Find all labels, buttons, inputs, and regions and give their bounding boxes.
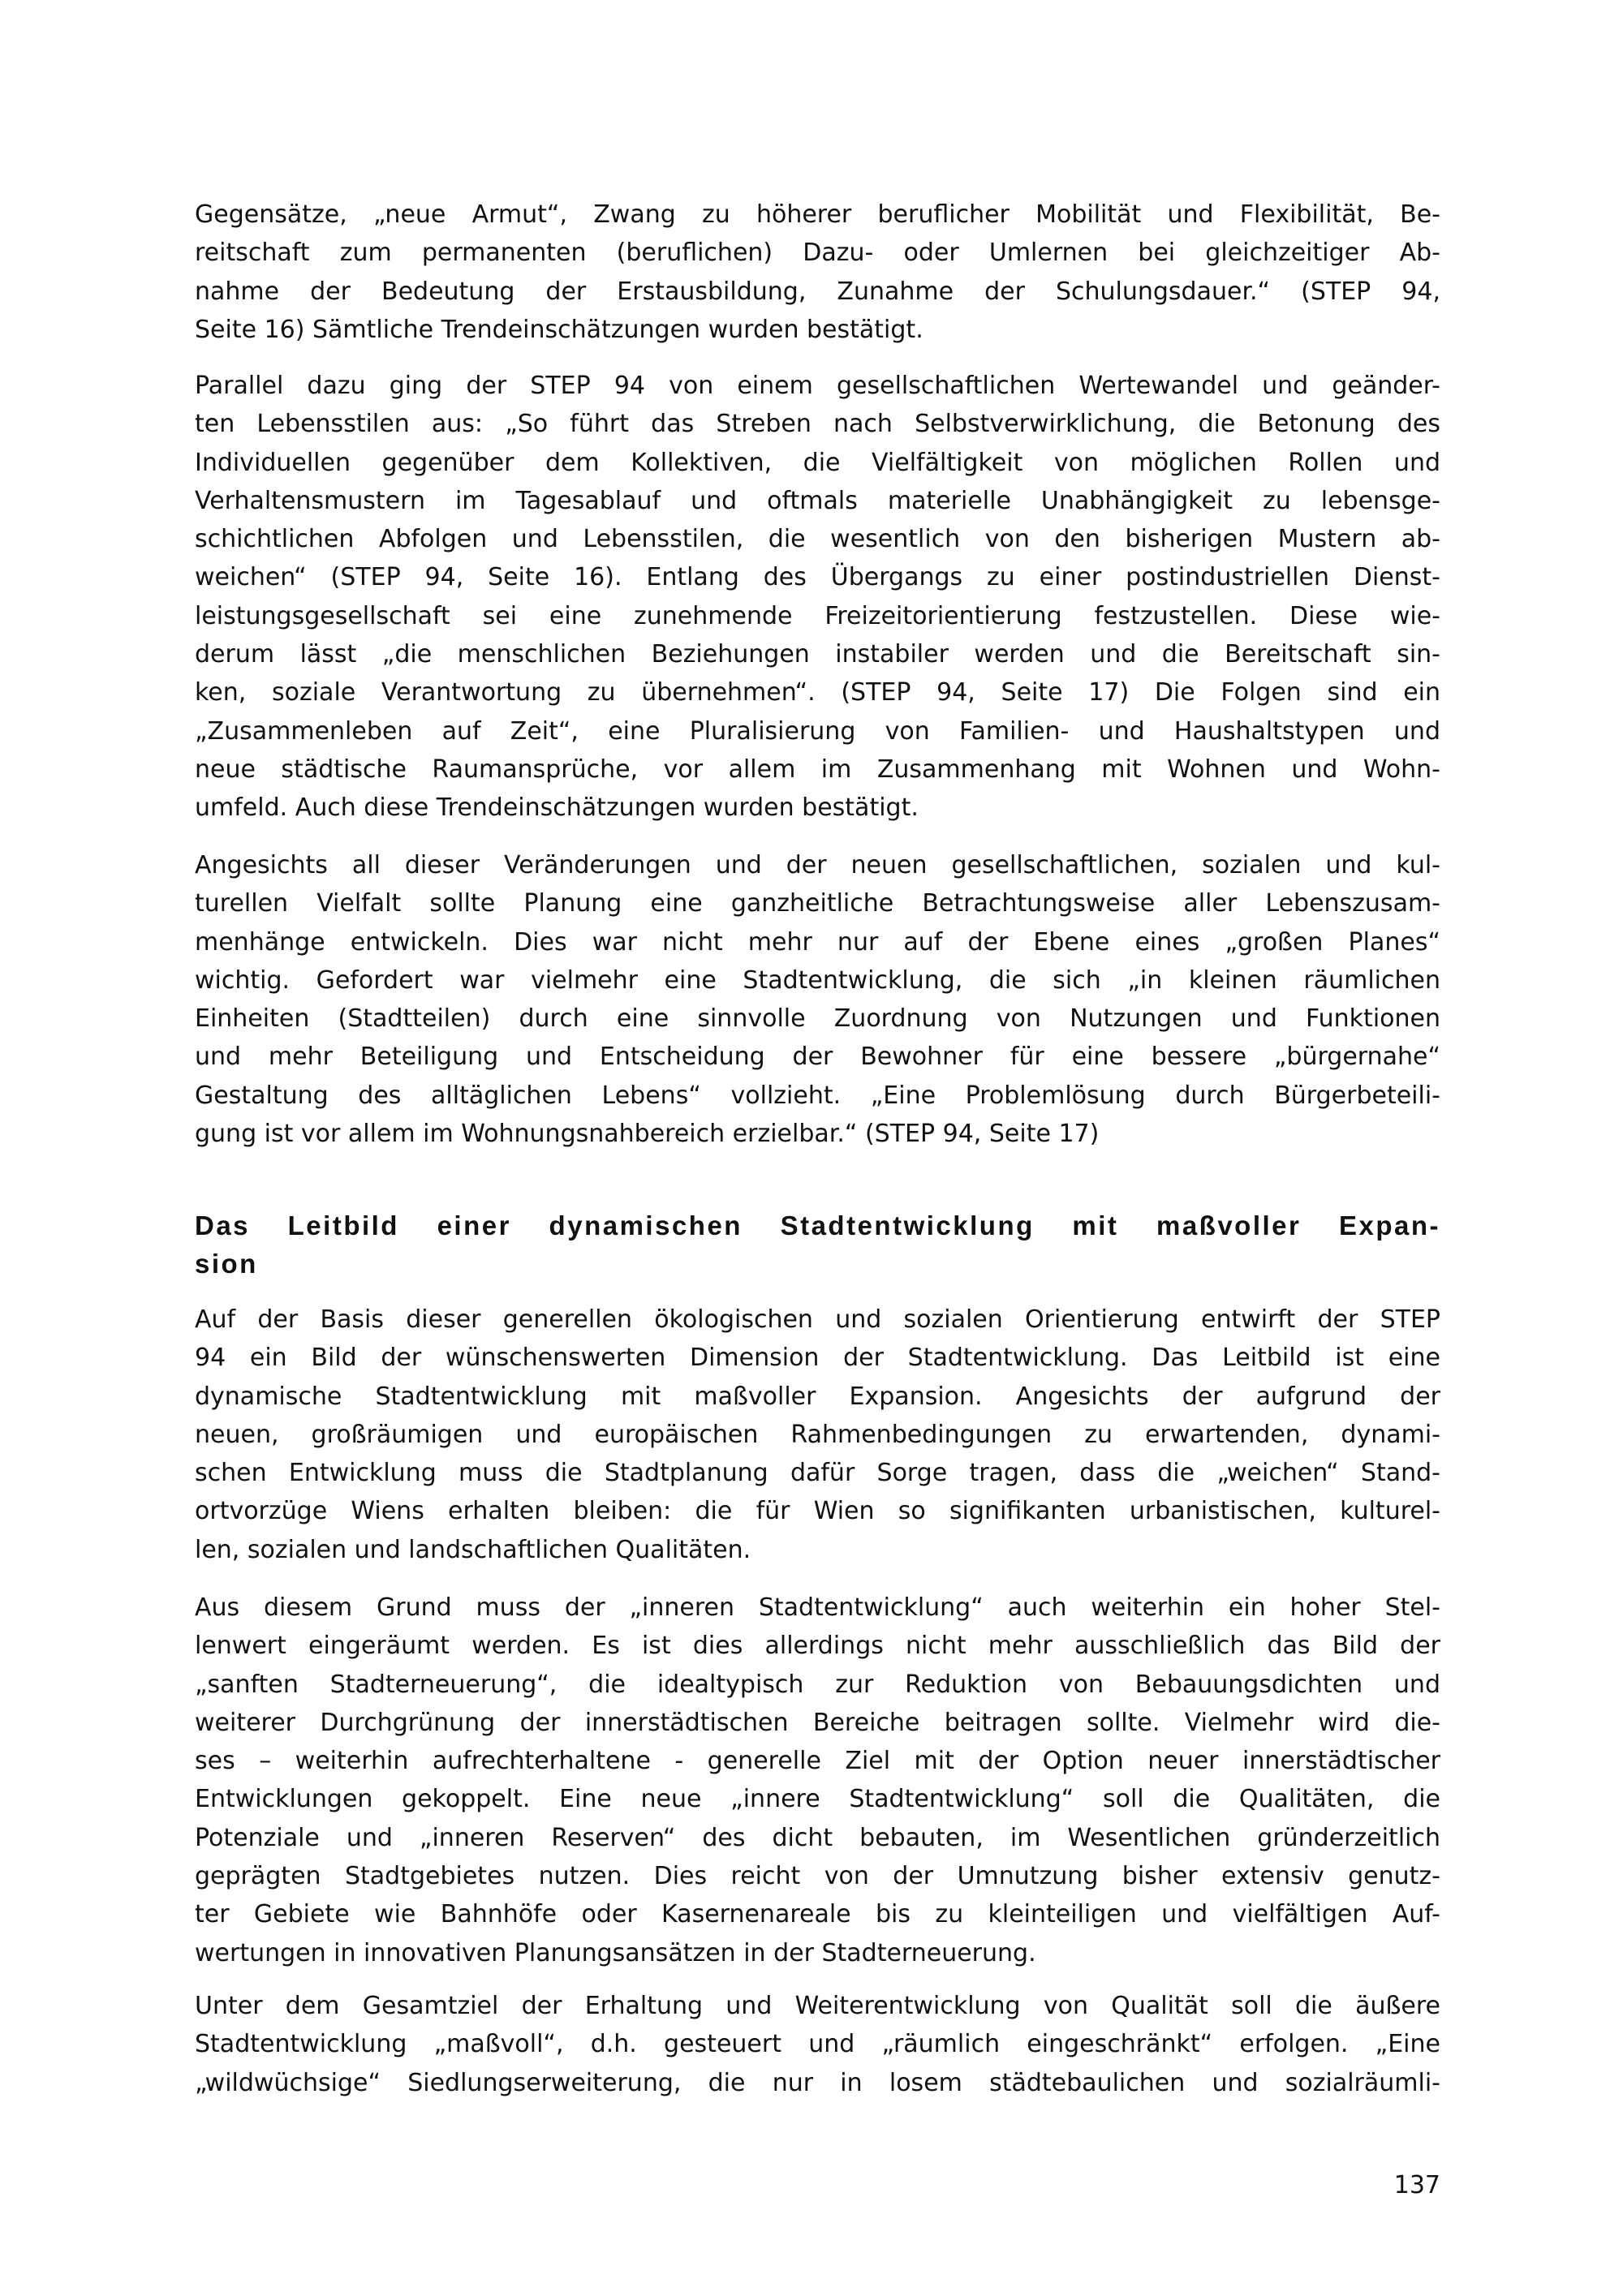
text-line: ortvorzüge Wiens erhalten bleiben: die für Wien so signifikanten urbanistischen, kulturel- [195, 1497, 1440, 1526]
text-line: Verhaltensmustern im Tagesablauf und oftmals materielle Unabhängigkeit zu lebensge- [195, 486, 1440, 515]
text-line: Potenziale und „inneren Reserven“ des dicht bebauten, im Wesentlichen gründerzeitlich [195, 1823, 1440, 1852]
text-line: wertungen in innovativen Planungsansätzen in der Stadterneuerung. [195, 1938, 1036, 1967]
text-line: weiterer Durchgrünung der innerstädtischen Bereiche beitragen sollte. Vielmehr wird die- [195, 1708, 1440, 1737]
text-line: neuen, großräumigen und europäischen Rahmenbedingungen zu erwartenden, dynami- [195, 1420, 1440, 1449]
section-heading [195, 1206, 1440, 1283]
text-line: „Zusammenleben auf Zeit“, eine Pluralisierung von Familien- und Haushaltstypen und [195, 716, 1440, 746]
text-line: geprägten Stadtgebietes nutzen. Dies reicht von der Umnutzung bisher extensiv genutz- [195, 1862, 1440, 1891]
paragraph [195, 846, 1440, 1153]
text-line: gung ist vor allem im Wohnungsnahbereich erzielbar.“ (STEP 94, Seite 17) [195, 1120, 1100, 1149]
text-line: Entwicklungen gekoppelt. Eine neue „innere Stadtentwicklung“ soll die Qualitäten, die [195, 1785, 1440, 1814]
paragraph [195, 1589, 1440, 1972]
text-line: „sanften Stadterneuerung“, die idealtypisch zur Reduktion von Bebauungsdichten und [195, 1670, 1440, 1699]
text-line: schichtlichen Abfolgen und Lebensstilen, die wesentlich von den bisherigen Mustern ab- [195, 525, 1440, 554]
text-line: weichen“ (STEP 94, Seite 16). Entlang des Übergangs zu einer postindustriellen Dienst- [195, 563, 1440, 592]
text-line: Auf der Basis dieser generellen ökologischen und sozialen Orientierung entwirft der STEP [195, 1305, 1440, 1334]
paragraph [195, 1301, 1440, 1569]
text-line: Individuellen gegenüber dem Kollektiven, die Vielfältigkeit von möglichen Rollen und [195, 448, 1440, 477]
text-line: schen Entwicklung muss die Stadtplanung dafür Sorge tragen, dass die „weichen“ Stand- [195, 1459, 1440, 1488]
text-line: umfeld. Auch diese Trendeinschätzungen wurden bestätigt. [195, 793, 919, 823]
text-line: „wildwüchsige“ Siedlungserweiterung, die nur in losem städtebaulichen und sozialräumli- [195, 2068, 1440, 2097]
text-line: Stadtentwicklung „maßvoll“, d.h. gesteuert und „räumlich eingeschränkt“ erfolgen. „Eine [195, 2030, 1440, 2059]
text-line: turellen Vielfalt sollte Planung eine ganzheitliche Betrachtungsweise aller Lebenszusam- [195, 889, 1440, 918]
text-line: ten Lebensstilen aus: „So führt das Streben nach Selbstverwirklichung, die Betonung des [195, 410, 1440, 439]
text-line: Seite 16) Sämtliche Trendeinschätzungen wurden bestätigt. [195, 315, 923, 344]
text-line: und mehr Beteiligung und Entscheidung der Bewohner für eine bessere „bürgernahe“ [195, 1043, 1440, 1072]
paragraph [195, 1987, 1440, 2102]
text-line: 94 ein Bild der wünschenswerten Dimension der Stadtentwicklung. Das Leitbild ist eine [195, 1344, 1440, 1373]
text-line: leistungsgesellschaft sei eine zunehmende Freizeitorientierung festzustellen. Diese wie- [195, 601, 1440, 630]
text-line: Angesichts all dieser Veränderungen und der neuen gesellschaftlichen, sozialen und kul- [195, 851, 1440, 879]
heading-line: Das Leitbild einer dynamischen Stadtentwicklung mit maßvoller Expan- [195, 1210, 1440, 1240]
text-line: nahme der Bedeutung der Erstausbildung, Zunahme der Schulungsdauer.“ (STEP 94, [195, 277, 1440, 306]
text-line: Gegensätze, „neue Armut“, Zwang zu höherer beruflicher Mobilität und Flexibilität, Be- [195, 200, 1440, 229]
paragraph [195, 196, 1440, 349]
text-line: Einheiten (Stadtteilen) durch eine sinnvolle Zuordnung von Nutzungen und Funktionen [195, 1004, 1440, 1034]
text-line: dynamische Stadtentwicklung mit maßvoller Expansion. Angesichts der aufgrund der [195, 1382, 1440, 1411]
text-line: ses – weiterhin aufrechterhaltene - generelle Ziel mit der Option neuer innerstädtischer [195, 1747, 1440, 1776]
heading-line: sion [195, 1249, 258, 1279]
text-line: Aus diesem Grund muss der „inneren Stadtentwicklung“ auch weiterhin ein hoher Stel- [195, 1593, 1440, 1622]
text-line: len, sozialen und landschaftlichen Qualitäten. [195, 1535, 751, 1564]
text-line: wichtig. Gefordert war vielmehr eine Stadtentwicklung, die sich „in kleinen räumlichen [195, 965, 1440, 995]
paragraph [195, 367, 1440, 828]
page-number: 137 [1393, 2171, 1440, 2199]
text-line: Gestaltung des alltäglichen Lebens“ vollzieht. „Eine Problemlösung durch Bürgerbeteili- [195, 1081, 1440, 1110]
text-line: menhänge entwickeln. Dies war nicht mehr nur auf der Ebene eines „großen Planes“ [195, 927, 1440, 957]
text-line: derum lässt „die menschlichen Beziehungen instabiler werden und die Bereitschaft sin- [195, 640, 1440, 669]
text-line: Parallel dazu ging der STEP 94 von einem gesellschaftlichen Wertewandel und geänder- [195, 372, 1440, 400]
text-line: lenwert eingeräumt werden. Es ist dies allerdings nicht mehr ausschließlich das Bild der [195, 1632, 1440, 1661]
text-line: neue städtische Raumansprüche, vor allem im Zusammenhang mit Wohnen und Wohn- [195, 755, 1440, 784]
text-line: ken, soziale Verantwortung zu übernehmen“. (STEP 94, Seite 17) Die Folgen sind ein [195, 678, 1440, 707]
text-line: reitschaft zum permanenten (beruflichen) Dazu- oder Umlernen bei gleichzeitiger Ab- [195, 239, 1440, 268]
text-line: Unter dem Gesamtziel der Erhaltung und Weiterentwicklung von Qualität soll die äußere [195, 1992, 1440, 2020]
text-line: ter Gebiete wie Bahnhöfe oder Kasernenareale bis zu kleinteiligen und vielfältigen Auf- [195, 1900, 1440, 1929]
